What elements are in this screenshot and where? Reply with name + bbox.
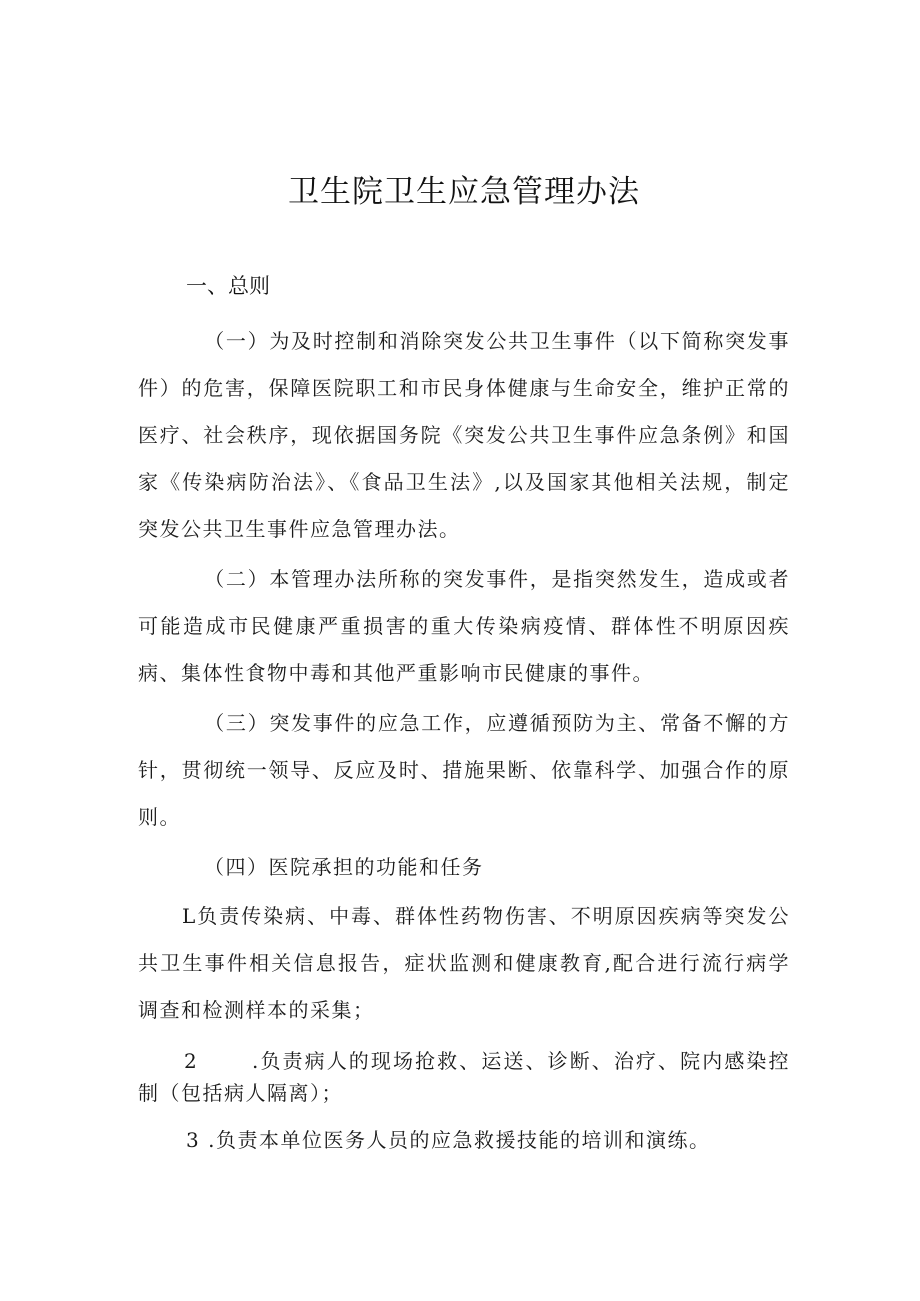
paragraph-2 [138, 556, 790, 697]
paragraph-4-text: （四）医院承担的功能和任务 [204, 855, 484, 879]
list-item-1-text: L负责传染病、中毒、群体性药物伤害、不明原因疾病等突发公共卫生事件相关信息报告，症状监测和健康教育,配合进行流行病学调查和检测样本的采集； [138, 904, 790, 1022]
paragraph-4 [138, 844, 790, 891]
list-item-2 [138, 1045, 790, 1109]
paragraph-3 [138, 700, 790, 841]
paragraph-3-text: （三）突发事件的应急工作，应遵循预防为主、常备不懈的方针，贯彻统一领导、反应及时、措施果断、依靠科学、加强合作的原则。 [138, 711, 790, 829]
list-item-2-text: .负责病人的现场抢救、运送、诊断、治疗、院内感染控制（包括病人隔离）； [138, 1049, 790, 1105]
list-item-2-number: 2 [184, 1049, 199, 1073]
list-item-1 [138, 893, 790, 1034]
paragraph-2-text: （二）本管理办法所称的突发事件，是指突然发生，造成或者可能造成市民健康严重损害的重大传染病疫情、群体性不明原因疾病、集体性食物中毒和其他严重影响市民健康的事件。 [138, 567, 790, 685]
document-title: 卫生院卫生应急管理办法 [288, 174, 640, 210]
list-item-3 [138, 1124, 790, 1156]
paragraph-1 [138, 318, 790, 553]
list-item-3-text: 3 .负责本单位医务人员的应急救援技能的培训和演练。 [186, 1128, 711, 1152]
paragraph-1-text: （一）为及时控制和消除突发公共卫生事件（以下简称突发事件）的危害，保障医院职工和市民身体健康与生命安全，维护正常的医疗、社会秩序，现依据国务院《突发公共卫生事件应急条例》和国家《传染病防治法》、《食品卫生法》,以及国家其他相关法规，制定突发公共卫生事件应急管理办法。 [138, 329, 790, 541]
section-heading-general: 一、总则 [186, 274, 270, 298]
